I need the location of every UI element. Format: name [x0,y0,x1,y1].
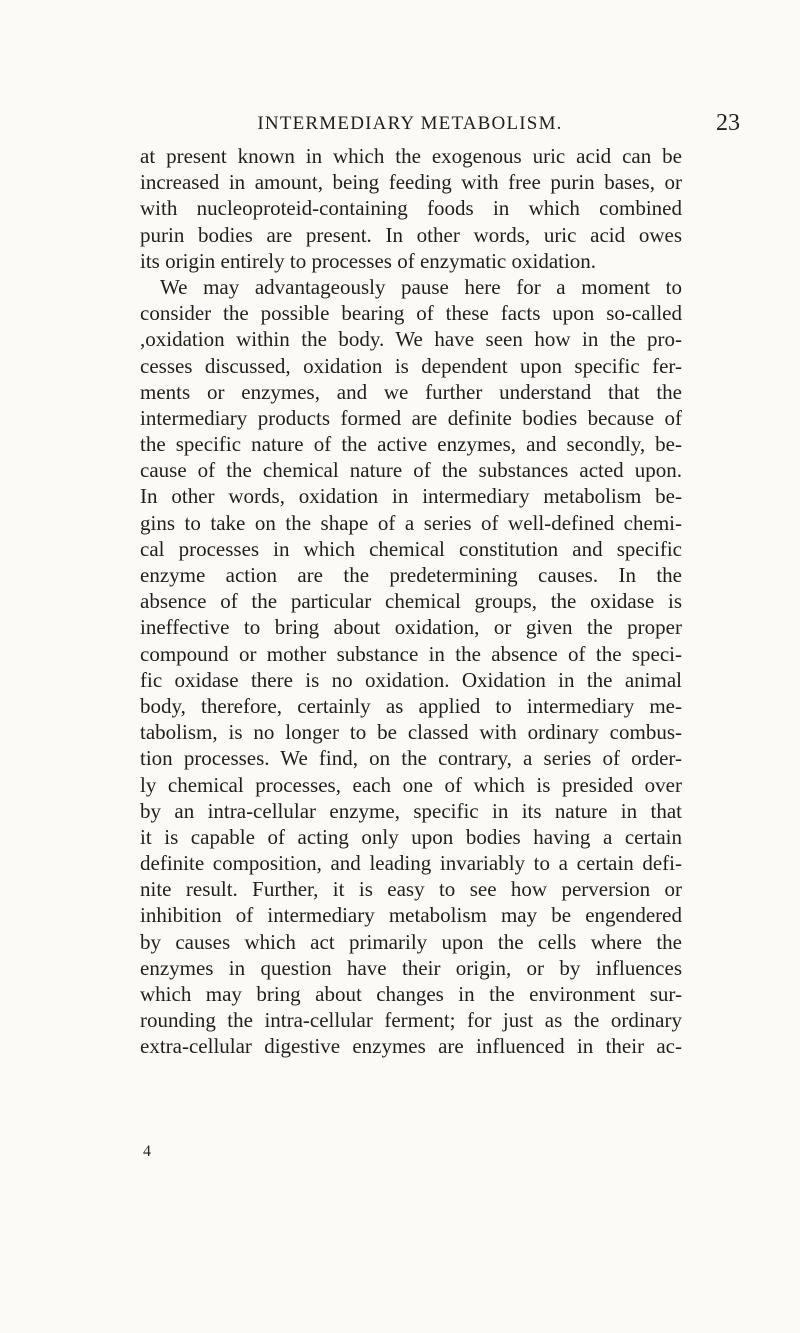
text-line: absence of the particular chemical groups, the oxidase is [140,589,682,614]
page-number: 23 [716,110,740,136]
text-line: rounding the intra-cellular ferment; for just as the ordinary [140,1008,682,1033]
text-line: cal processes in which chemical constitution and specific [140,536,682,561]
text-line: its origin entirely to processes of enzymatic oxidation. [140,248,597,273]
running-head [140,110,740,143]
text-line: definite composition, and leading invariably to a certain defi- [140,851,682,876]
text-line: In other words, oxidation in intermediary metabolism be- [140,484,682,509]
text-line: enzymes in question have their origin, or by influences [140,955,682,980]
text-line: ments or enzymes, and we further understand that the [140,379,682,404]
text-line: cesses discussed, oxidation is dependent upon specific fer- [140,353,682,378]
signature-mark: 4 [143,1143,151,1160]
text-line: extra-cellular digestive enzymes are influenced in their ac- [140,1034,682,1059]
paragraph-start-line: We may advantageously pause here for a moment to [160,274,682,299]
text-line: intermediary products formed are definite bodies because of [140,405,682,430]
text-line: purin bodies are present. In other words, uric acid owes [140,222,682,247]
text-line: the specific nature of the active enzymes, and secondly, be- [140,432,682,457]
text-line: body, therefore, certainly as applied to intermediary me- [140,693,682,718]
text-line: consider the possible bearing of these facts upon so-called [140,301,682,326]
text-line: gins to take on the shape of a series of well-defined chemi- [140,510,682,535]
text-line: by an intra-cellular enzyme, specific in its nature in that [140,798,682,823]
text-line: ,oxidation within the body. We have seen how in the pro- [140,327,682,352]
text-line: tabolism, is no longer to be classed with ordinary combus- [140,720,682,745]
text-line: ly chemical processes, each one of which is presided over [140,772,682,797]
text-line: cause of the chemical nature of the substances acted upon. [140,458,682,483]
text-line: compound or mother substance in the absence of the speci- [140,641,682,666]
text-line: it is capable of acting only upon bodies having a certain [140,824,682,849]
text-line: enzyme action are the predetermining causes. In the [140,563,682,587]
text-line: increased in amount, being feeding with free purin bases, or [140,170,682,195]
text-line: at present known in which the exogenous uric acid can be [140,144,682,168]
text-line: tion processes. We find, on the contrary, a series of order- [140,746,682,771]
text-line: inhibition of intermediary metabolism may be engendered [140,903,682,928]
text-line: nite result. Further, it is easy to see how perversion or [140,877,682,902]
running-title: INTERMEDIARY METABOLISM. [257,113,563,134]
text-line: ineffective to bring about oxidation, or given the proper [140,615,682,640]
text-line: with nucleoproteid-containing foods in which combined [140,196,682,221]
body-text [140,143,682,1060]
text-line: which may bring about changes in the environment sur- [140,982,682,1006]
text-line: by causes which act primarily upon the cells where the [140,929,682,954]
text-line: fic oxidase there is no oxidation. Oxidation in the animal [140,667,682,692]
